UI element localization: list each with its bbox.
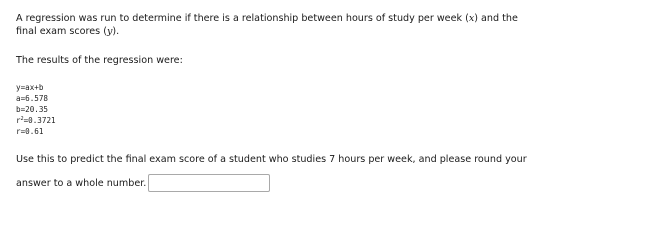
variable-x: x <box>468 13 475 24</box>
r-squared-value: =0.3721 <box>23 116 56 125</box>
question-text-line1: Use this to predict the final exam score of a student who studies 7 hours per week, and please round your <box>16 154 527 165</box>
intro-line2-part1: final exam scores ( <box>16 26 107 37</box>
regression-results <box>16 82 646 137</box>
question-page <box>16 12 646 192</box>
intro-text <box>16 12 646 38</box>
r-squared-prefix: r <box>16 116 21 125</box>
question-line2 <box>16 174 646 192</box>
regression-b: b=20.35 <box>16 105 49 114</box>
regression-r-squared <box>16 115 646 126</box>
variable-y: y <box>106 26 113 37</box>
intro-part2: ) and the <box>474 13 518 24</box>
r-squared-exponent: 2 <box>20 116 24 122</box>
intro-part1: A regression was run to determine if there is a relationship between hours of study per week ( <box>16 13 469 24</box>
regression-r: r=0.61 <box>16 127 44 136</box>
regression-equation: y=ax+b <box>16 83 44 92</box>
regression-a: a=6.578 <box>16 94 49 103</box>
results-heading: The results of the regression were: <box>16 55 183 66</box>
intro-line2-part2: ). <box>112 26 120 37</box>
answer-input[interactable] <box>148 174 270 192</box>
question-text-line2: answer to a whole number. <box>16 177 147 189</box>
